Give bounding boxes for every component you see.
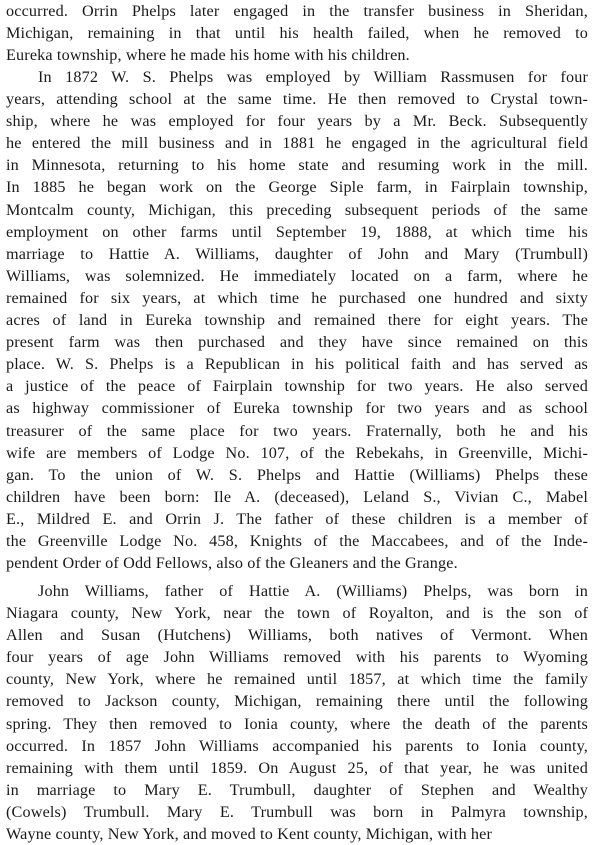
text-line: he entered the mill business and in 1881 he engaged in the agricultural field <box>6 134 588 153</box>
text-line: pendent Order of Odd Fellows, also of the Gleaners and the Grange. <box>6 554 458 573</box>
text-line: Williams, was solemnized. He immediately located on a farm, where he <box>6 266 588 285</box>
text-line: in marriage to Mary E. Trumbull, daughter of Stephen and Wealthy <box>6 780 588 799</box>
text-line: marriage to Hattie A. Williams, daughter of John and Mary (Trumbull) <box>6 244 588 263</box>
text-line: as highway commissioner of Eureka township for two years and as school <box>6 399 588 418</box>
text-line: In 1885 he began work on the George Siple farm, in Fairplain township, <box>6 178 588 197</box>
text-line: Eureka township, where he made his home with his children. <box>6 46 410 65</box>
text-line: treasurer of the same place for two years. Fraternally, both he and his <box>6 421 588 440</box>
text-line: present farm was then purchased and they have since remained on this <box>6 333 588 352</box>
text-line: John Williams, father of Hattie A. (Williams) Phelps, was born in <box>38 582 588 600</box>
text-line: children have been born: Ile A. (deceased), Leland S., Vivian C., Mabel <box>6 487 588 506</box>
text-line: years, attending school at the same time. He then removed to Crystal town- <box>6 90 588 109</box>
text-line: Michigan, remaining in that until his health failed, when he removed to <box>6 24 588 43</box>
text-line: (Cowels) Trumbull. Mary E. Trumbull was born in Palmyra township, <box>6 802 588 821</box>
text-line: In 1872 W. S. Phelps was employed by William Rassmusen for four <box>38 68 588 86</box>
text-line: wife are members of Lodge No. 107, of the Rebekahs, in Greenville, Michi- <box>6 443 588 462</box>
text-line: remaining with them until 1859. On August 25, of that year, he was united <box>6 758 588 777</box>
text-line: Wayne county, New York, and moved to Kent county, Michigan, with her <box>6 825 493 844</box>
text-line: the Greenville Lodge No. 458, Knights of the Maccabees, and of the Inde- <box>6 531 588 550</box>
text-line: acres of land in Eureka township and remained there for eight years. The <box>6 311 588 330</box>
text-line: removed to Jackson county, Michigan, remaining there until the following <box>6 692 588 711</box>
text-line: E., Mildred E. and Orrin J. The father of these children is a member of <box>6 509 588 528</box>
text-line: four years of age John Williams removed with his parents to Wyoming <box>6 648 588 667</box>
text-line: employment on other farms until September 19, 1888, at which time his <box>6 222 588 241</box>
paragraph <box>0 0 600 66</box>
text-line: occurred. Orrin Phelps later engaged in the transfer business in Sheridan, <box>6 2 588 20</box>
text-line: occurred. In 1857 John Williams accompanied his parents to Ionia county, <box>6 736 588 755</box>
text-line: Allen and Susan (Hutchens) Williams, both natives of Vermont. When <box>6 626 588 645</box>
paragraph <box>0 66 600 574</box>
text-line: ship, where he was employed for four years by a Mr. Beck. Subsequently <box>6 112 588 131</box>
text-line: Montcalm county, Michigan, this preceding subsequent periods of the same <box>6 200 588 219</box>
text-line: gan. To the union of W. S. Phelps and Hattie (Williams) Phelps these <box>6 465 588 484</box>
text-line: Niagara county, New York, near the town of Royalton, and is the son of <box>6 604 588 623</box>
text-line: remained for six years, at which time he purchased one hundred and sixty <box>6 288 588 307</box>
text-line: spring. They then removed to Ionia county, where the death of the parents <box>6 714 588 733</box>
text-line: place. W. S. Phelps is a Republican in his political faith and has served as <box>6 355 588 374</box>
paragraph <box>0 580 600 845</box>
text-line: a justice of the peace of Fairplain township for two years. He also served <box>6 377 588 396</box>
text-line: county, New York, where he remained until 1857, at which time the family <box>6 670 588 689</box>
text-line: in Minnesota, returning to his home state and resuming work in the mill. <box>6 156 588 175</box>
